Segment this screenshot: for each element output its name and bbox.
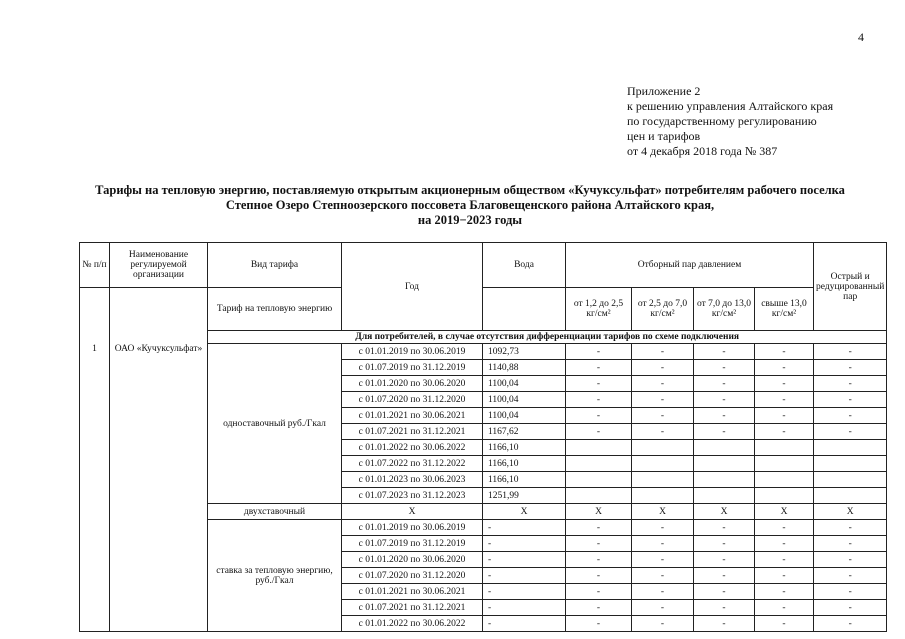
sharp-cell: - bbox=[814, 520, 887, 536]
org-name: ОАО «Кучуксульфат» bbox=[110, 288, 208, 632]
p1-cell: - bbox=[566, 600, 632, 616]
p4-cell: - bbox=[755, 584, 814, 600]
p3-cell: - bbox=[694, 376, 755, 392]
water-cell: - bbox=[483, 536, 566, 552]
p3-cell bbox=[694, 488, 755, 504]
sharp-cell: - bbox=[814, 568, 887, 584]
x-cell: X bbox=[814, 504, 887, 520]
appendix-block bbox=[627, 84, 833, 159]
header-p1: от 1,2 до 2,5 кг/см² bbox=[566, 288, 632, 331]
header-p4: свыше 13,0 кг/см² bbox=[755, 288, 814, 331]
document-title bbox=[40, 183, 900, 228]
p4-cell bbox=[755, 456, 814, 472]
p4-cell: - bbox=[755, 568, 814, 584]
sharp-cell: - bbox=[814, 584, 887, 600]
x-cell: X bbox=[566, 504, 632, 520]
p4-cell: - bbox=[755, 552, 814, 568]
p4-cell: - bbox=[755, 392, 814, 408]
appendix-line: по государственному регулированию bbox=[627, 114, 817, 128]
header-water-empty bbox=[483, 288, 566, 331]
tariff-type-label: ставка за тепловую энергию, руб./Гкал bbox=[208, 520, 342, 632]
p1-cell: - bbox=[566, 616, 632, 632]
header-steam: Отборный пар давлением bbox=[566, 243, 814, 288]
water-cell: - bbox=[483, 600, 566, 616]
water-cell: 1140,88 bbox=[483, 360, 566, 376]
p1-cell bbox=[566, 440, 632, 456]
tariff-type-label: одноставочный руб./Гкал bbox=[208, 344, 342, 504]
water-cell: 1100,04 bbox=[483, 392, 566, 408]
page-number: 4 bbox=[858, 30, 864, 44]
p3-cell: - bbox=[694, 568, 755, 584]
group-title: Для потребителей, в случае отсутствия дифференциации тарифов по схеме подключения bbox=[208, 331, 887, 344]
header-p2: от 2,5 до 7,0 кг/см² bbox=[632, 288, 694, 331]
water-cell: 1166,10 bbox=[483, 456, 566, 472]
p2-cell: - bbox=[632, 424, 694, 440]
water-cell: - bbox=[483, 552, 566, 568]
water-cell: - bbox=[483, 616, 566, 632]
p2-cell: - bbox=[632, 600, 694, 616]
period-cell: с 01.01.2022 по 30.06.2022 bbox=[342, 440, 483, 456]
p4-cell: - bbox=[755, 600, 814, 616]
sharp-cell: - bbox=[814, 360, 887, 376]
p1-cell bbox=[566, 472, 632, 488]
p3-cell: - bbox=[694, 616, 755, 632]
p3-cell: - bbox=[694, 392, 755, 408]
p1-cell: - bbox=[566, 584, 632, 600]
p3-cell: - bbox=[694, 408, 755, 424]
period-cell: с 01.07.2021 по 31.12.2021 bbox=[342, 424, 483, 440]
header-p3: от 7,0 до 13,0 кг/см² bbox=[694, 288, 755, 331]
sharp-cell: - bbox=[814, 536, 887, 552]
p4-cell: - bbox=[755, 408, 814, 424]
water-cell: - bbox=[483, 568, 566, 584]
p1-cell: - bbox=[566, 520, 632, 536]
water-cell: - bbox=[483, 584, 566, 600]
period-cell: с 01.01.2021 по 30.06.2021 bbox=[342, 408, 483, 424]
p1-cell: - bbox=[566, 424, 632, 440]
sharp-cell bbox=[814, 472, 887, 488]
p4-cell: - bbox=[755, 344, 814, 360]
sharp-cell bbox=[814, 440, 887, 456]
header-tariff-type: Вид тарифа bbox=[208, 243, 342, 288]
period-cell: с 01.07.2020 по 31.12.2020 bbox=[342, 568, 483, 584]
p3-cell: - bbox=[694, 520, 755, 536]
sharp-cell: - bbox=[814, 408, 887, 424]
p3-cell: - bbox=[694, 424, 755, 440]
sharp-cell: - bbox=[814, 424, 887, 440]
p4-cell: - bbox=[755, 520, 814, 536]
p2-cell bbox=[632, 472, 694, 488]
p3-cell bbox=[694, 456, 755, 472]
title-line: на 2019−2023 годы bbox=[417, 213, 523, 227]
p3-cell: - bbox=[694, 584, 755, 600]
sharp-cell: - bbox=[814, 616, 887, 632]
p2-cell: - bbox=[632, 360, 694, 376]
p1-cell: - bbox=[566, 568, 632, 584]
period-cell: с 01.07.2020 по 31.12.2020 bbox=[342, 392, 483, 408]
p1-cell: - bbox=[566, 552, 632, 568]
header-water: Вода bbox=[483, 243, 566, 288]
water-cell: 1100,04 bbox=[483, 376, 566, 392]
p1-cell bbox=[566, 456, 632, 472]
p4-cell: - bbox=[755, 616, 814, 632]
water-cell: 1166,10 bbox=[483, 440, 566, 456]
water-cell: - bbox=[483, 520, 566, 536]
water-cell: 1100,04 bbox=[483, 408, 566, 424]
p4-cell: - bbox=[755, 424, 814, 440]
p3-cell: - bbox=[694, 600, 755, 616]
header-org: Наименование регулируемой организации bbox=[110, 243, 208, 288]
p1-cell: - bbox=[566, 360, 632, 376]
p1-cell: - bbox=[566, 392, 632, 408]
appendix-line: от 4 декабря 2018 года № 387 bbox=[627, 144, 778, 158]
p4-cell: - bbox=[755, 360, 814, 376]
water-cell: 1167,62 bbox=[483, 424, 566, 440]
p2-cell bbox=[632, 440, 694, 456]
p2-cell: - bbox=[632, 376, 694, 392]
p3-cell: - bbox=[694, 536, 755, 552]
p2-cell: - bbox=[632, 568, 694, 584]
period-cell: с 01.07.2019 по 31.12.2019 bbox=[342, 536, 483, 552]
period-cell: с 01.07.2021 по 31.12.2021 bbox=[342, 600, 483, 616]
tariff-type-label: двухставочный bbox=[208, 504, 342, 520]
period-cell: с 01.01.2020 по 30.06.2020 bbox=[342, 552, 483, 568]
p2-cell: - bbox=[632, 616, 694, 632]
header-row bbox=[80, 243, 887, 288]
p3-cell: - bbox=[694, 552, 755, 568]
p4-cell: - bbox=[755, 376, 814, 392]
appendix-line: цен и тарифов bbox=[627, 129, 701, 143]
header-num: № п/п bbox=[80, 243, 110, 288]
p4-cell bbox=[755, 472, 814, 488]
sharp-cell: - bbox=[814, 392, 887, 408]
period-cell: с 01.07.2019 по 31.12.2019 bbox=[342, 360, 483, 376]
p1-cell bbox=[566, 488, 632, 504]
p4-cell: - bbox=[755, 536, 814, 552]
sharp-cell: - bbox=[814, 552, 887, 568]
p2-cell: - bbox=[632, 584, 694, 600]
p3-cell: - bbox=[694, 344, 755, 360]
period-cell: с 01.01.2023 по 30.06.2023 bbox=[342, 472, 483, 488]
x-cell: X bbox=[632, 504, 694, 520]
appendix-line: Приложение 2 bbox=[627, 84, 701, 98]
title-line: Степное Озеро Степноозерского поссовета Благовещенского района Алтайского края, bbox=[225, 198, 715, 212]
sharp-cell: - bbox=[814, 600, 887, 616]
p2-cell: - bbox=[632, 344, 694, 360]
water-cell: 1092,73 bbox=[483, 344, 566, 360]
p2-cell: - bbox=[632, 536, 694, 552]
p4-cell bbox=[755, 440, 814, 456]
period-cell: с 01.01.2021 по 30.06.2021 bbox=[342, 584, 483, 600]
title-line: Тарифы на тепловую энергию, поставляемую открытым акционерным обществом «Кучуксульфат» потребителям рабочего поселка bbox=[95, 183, 845, 197]
water-cell: 1251,99 bbox=[483, 488, 566, 504]
p2-cell: - bbox=[632, 552, 694, 568]
appendix-line: к решению управления Алтайского края bbox=[627, 99, 834, 113]
x-cell: X bbox=[755, 504, 814, 520]
row-number: 1 bbox=[80, 288, 110, 632]
p3-cell: - bbox=[694, 360, 755, 376]
subheader-row bbox=[80, 288, 887, 331]
p2-cell: - bbox=[632, 408, 694, 424]
header-heat-tariff: Тариф на тепловую энергию bbox=[208, 288, 342, 331]
period-cell: с 01.07.2022 по 31.12.2022 bbox=[342, 456, 483, 472]
sharp-cell bbox=[814, 488, 887, 504]
p3-cell bbox=[694, 440, 755, 456]
p1-cell: - bbox=[566, 408, 632, 424]
tariff-table-wrapper bbox=[79, 242, 887, 632]
tariff-table bbox=[79, 242, 887, 632]
p2-cell: - bbox=[632, 392, 694, 408]
water-cell: 1166,10 bbox=[483, 472, 566, 488]
p2-cell: - bbox=[632, 520, 694, 536]
period-cell: с 01.01.2019 по 30.06.2019 bbox=[342, 520, 483, 536]
p1-cell: - bbox=[566, 344, 632, 360]
p3-cell bbox=[694, 472, 755, 488]
p1-cell: - bbox=[566, 536, 632, 552]
sharp-cell: - bbox=[814, 344, 887, 360]
p1-cell: - bbox=[566, 376, 632, 392]
p2-cell bbox=[632, 456, 694, 472]
period-cell: с 01.01.2020 по 30.06.2020 bbox=[342, 376, 483, 392]
x-cell: X bbox=[483, 504, 566, 520]
period-cell: с 01.01.2022 по 30.06.2022 bbox=[342, 616, 483, 632]
period-cell: с 01.01.2019 по 30.06.2019 bbox=[342, 344, 483, 360]
sharp-cell bbox=[814, 456, 887, 472]
p2-cell bbox=[632, 488, 694, 504]
header-sharp: Острый и редуцированный пар bbox=[814, 243, 887, 331]
x-cell: X bbox=[342, 504, 483, 520]
sharp-cell: - bbox=[814, 376, 887, 392]
p4-cell bbox=[755, 488, 814, 504]
header-year: Год bbox=[342, 243, 483, 331]
x-cell: X bbox=[694, 504, 755, 520]
period-cell: с 01.07.2023 по 31.12.2023 bbox=[342, 488, 483, 504]
